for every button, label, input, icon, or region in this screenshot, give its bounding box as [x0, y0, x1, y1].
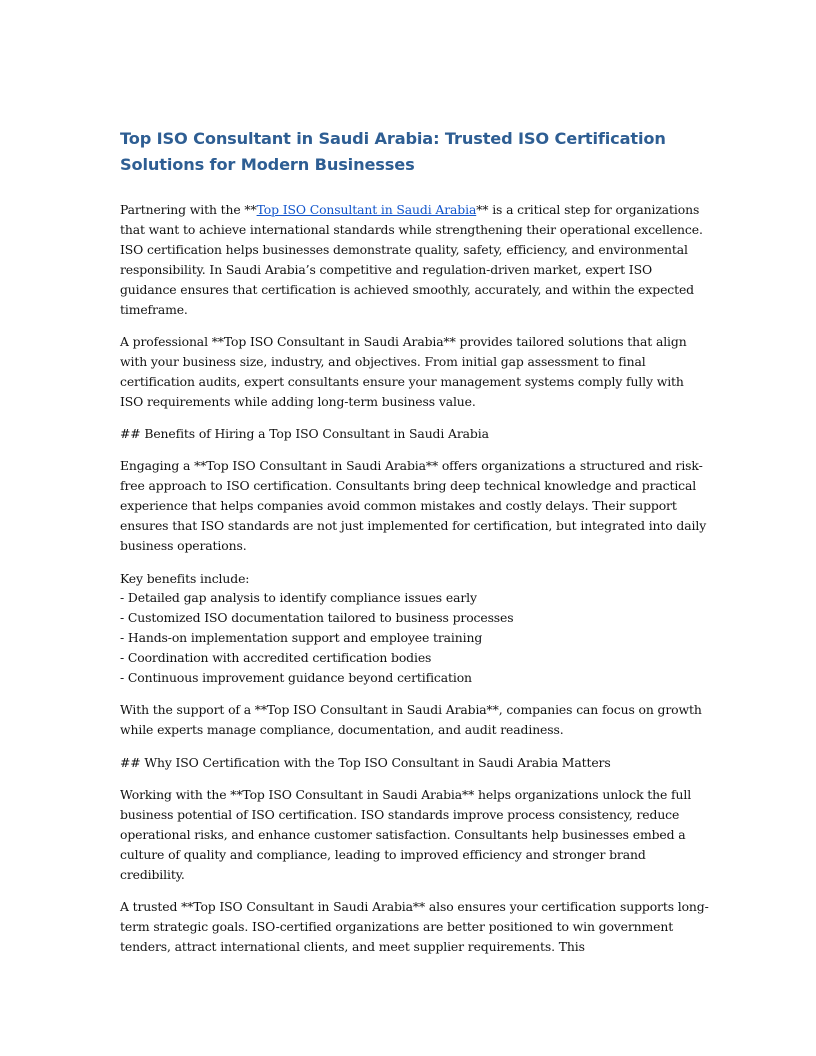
paragraph-professional: A professional **Top ISO Consultant in Saudi Arabia** provides tailored solutions that align with your business size, industry, and objectives. From initial gap assessment to final certification audits, expert consultants ensure your management systems comply fully with ISO requirements while adding long-term business value.: [120, 333, 687, 409]
paragraph-engaging: Engaging a **Top ISO Consultant in Saudi Arabia** offers organizations a structured and risk-free approach to ISO certification. Consultants bring deep technical knowledge and practical experience that helps companies avoid common mistakes and costly delays. Their support ensures that ISO standards are not just implemented for certification, but integrated into daily business operations.: [120, 458, 707, 554]
benefits-intro: Key benefits include:: [120, 570, 250, 586]
document-title: Top ISO Consultant in Saudi Arabia: Trusted ISO Certification Solutions for Modern Businesses: [120, 129, 666, 174]
paragraph-support: With the support of a **Top ISO Consultant in Saudi Arabia**, companies can focus on growth while experts manage compliance, documentation, and audit readiness.: [120, 702, 702, 738]
consultant-link[interactable]: Top ISO Consultant in Saudi Arabia: [256, 202, 477, 217]
list-item: - Hands-on implementation support and employee training: [120, 630, 483, 646]
intro-paragraph: [120, 200, 710, 319]
paragraph-working: Working with the **Top ISO Consultant in Saudi Arabia** helps organizations unlock the full business potential of ISO certification. ISO standards improve process consistency, reduce operational risks, and enhance customer satisfaction. Consultants help businesses embed a culture of quality and compliance, leading to improved efficiency and stronger brand credibility.: [120, 787, 692, 882]
document-body: [120, 126, 710, 957]
paragraph-trusted: A trusted **Top ISO Consultant in Saudi Arabia** also ensures your certification supports long-term strategic goals. ISO-certified organizations are better positioned to win government tenders, attract international clients, and meet supplier requirements. This: [120, 899, 709, 954]
heading-why: ## Why ISO Certification with the Top ISO Consultant in Saudi Arabia Matters: [120, 754, 611, 770]
intro-prefix: Partnering with the **: [120, 202, 257, 217]
list-item: - Detailed gap analysis to identify compliance issues early: [120, 590, 477, 606]
list-item: - Continuous improvement guidance beyond certification: [120, 670, 472, 686]
heading-benefits: ## Benefits of Hiring a Top ISO Consultant in Saudi Arabia: [120, 426, 489, 442]
list-item: - Coordination with accredited certification bodies: [120, 650, 432, 666]
benefits-list: [120, 569, 710, 688]
list-item: - Customized ISO documentation tailored to business processes: [120, 610, 514, 626]
intro-suffix: ** is a critical step for organizations that want to achieve international standards while strengthening their operational excellence. ISO certification helps businesses demonstrate quality, safety, efficiency, and environmental responsibility. In Saudi Arabia’s competitive and regulation-driven market, expert ISO guidance ensures that certification is achieved smoothly, accurately, and within the expected timeframe.: [120, 202, 703, 317]
